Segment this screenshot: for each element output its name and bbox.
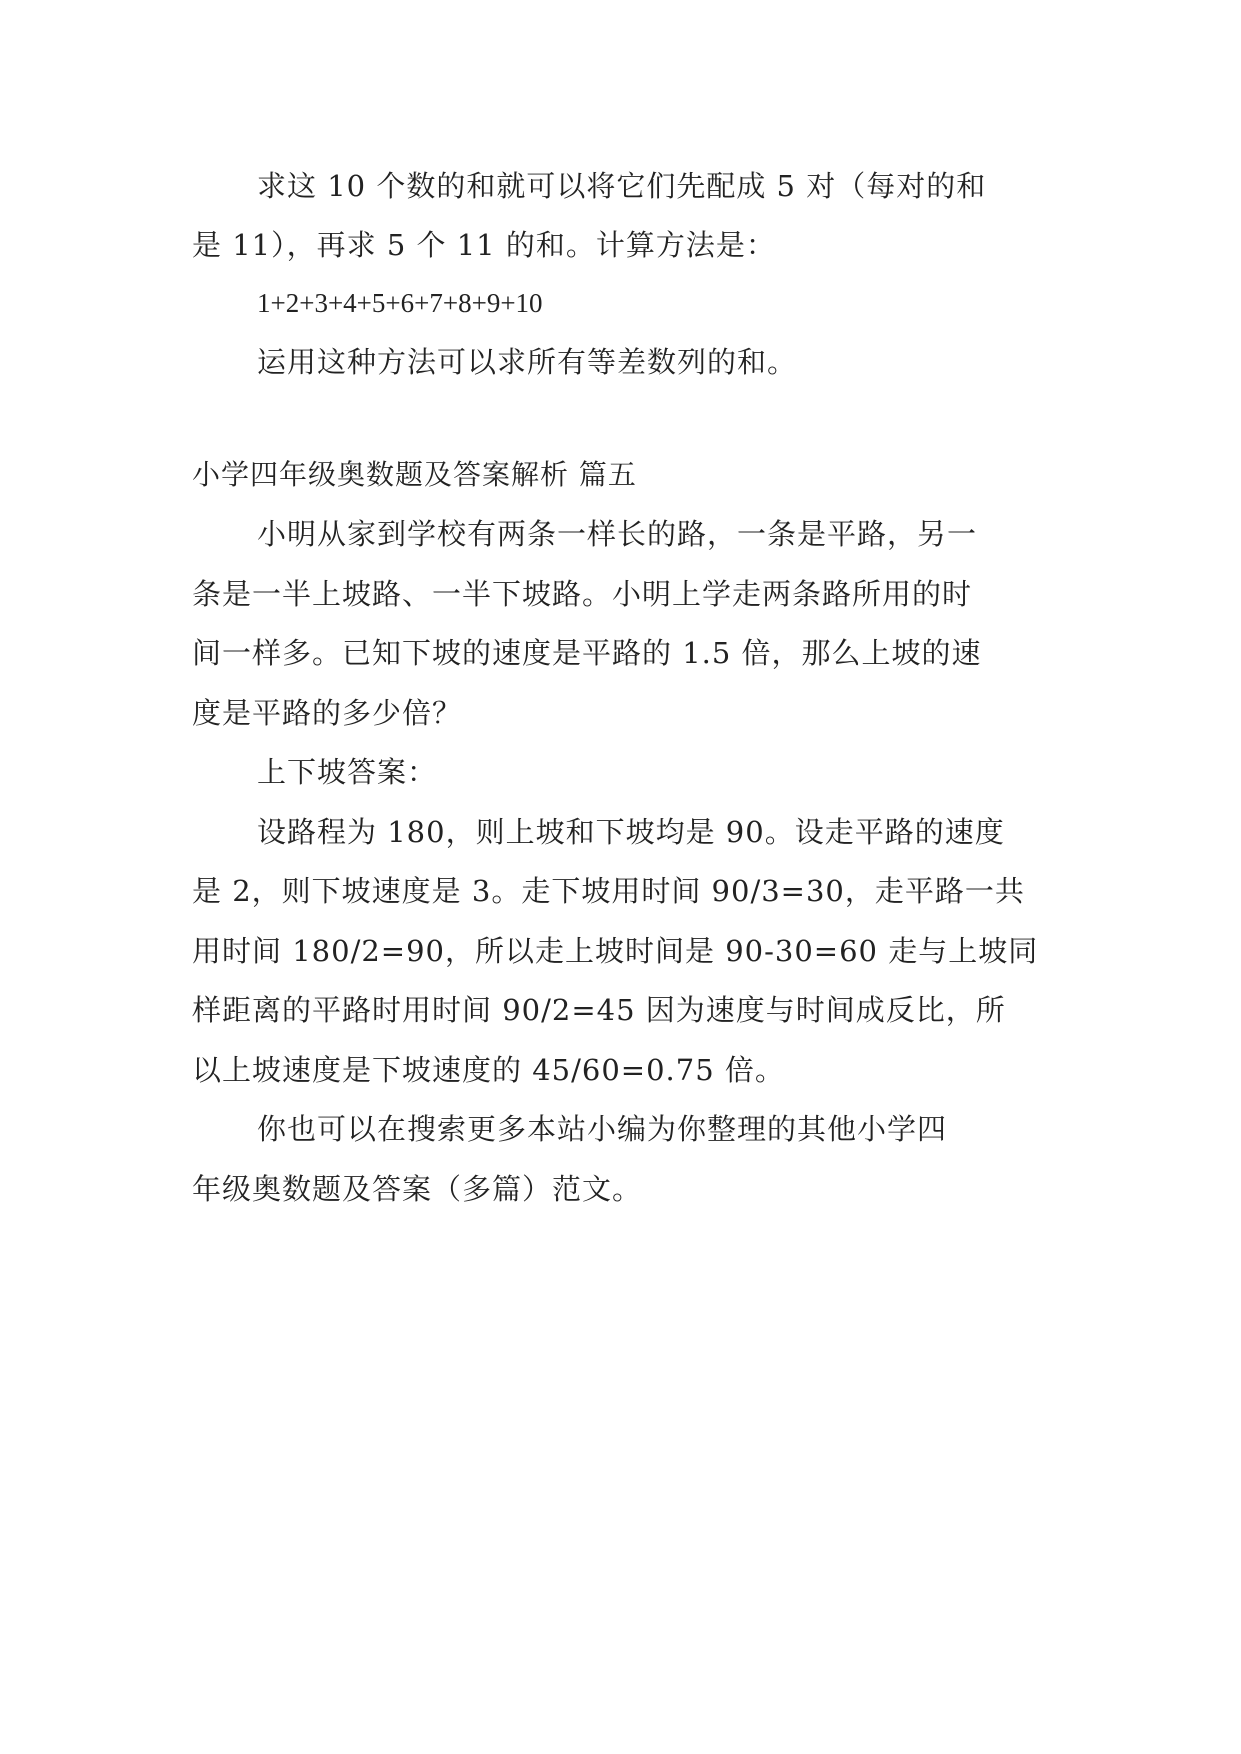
section-heading: 小学四年级奥数题及答案解析 篇五 bbox=[192, 458, 637, 491]
closing-line-2: 年级奥数题及答案（多篇）范文。 bbox=[192, 1172, 643, 1206]
intro-conclusion: 运用这种方法可以求所有等差数列的和。 bbox=[257, 345, 798, 379]
answer-line-4: 样距离的平路时用时间 90/2=45 因为速度与时间成反比，所 bbox=[192, 993, 1006, 1027]
intro-line-1: 求这 10 个数的和就可以将它们先配成 5 对（每对的和 bbox=[257, 169, 987, 203]
answer-label: 上下坡答案： bbox=[257, 755, 438, 789]
answer-line-5: 以上坡速度是下坡速度的 45/60=0.75 倍。 bbox=[192, 1053, 785, 1087]
answer-line-3: 用时间 180/2=90，所以走上坡时间是 90-30=60 走与上坡同 bbox=[192, 934, 1039, 968]
answer-line-1: 设路程为 180，则上坡和下坡均是 90。设走平路的速度 bbox=[257, 815, 1005, 849]
intro-line-2: 是 11），再求 5 个 11 的和。计算方法是： bbox=[192, 228, 776, 262]
question-line-3: 间一样多。已知下坡的速度是平路的 1.5 倍，那么上坡的速 bbox=[192, 636, 982, 670]
closing-line-1: 你也可以在搜索更多本站小编为你整理的其他小学四 bbox=[257, 1112, 948, 1146]
answer-line-2: 是 2，则下坡速度是 3。走下坡用时间 90/3=30，走平路一共 bbox=[192, 874, 1025, 908]
sum-formula: 1+2+3+4+5+6+7+8+9+10 bbox=[257, 288, 543, 318]
question-line-1: 小明从家到学校有两条一样长的路，一条是平路，另一 bbox=[257, 517, 978, 551]
question-line-4: 度是平路的多少倍？ bbox=[192, 696, 463, 730]
question-line-2: 条是一半上坡路、一半下坡路。小明上学走两条路所用的时 bbox=[192, 577, 973, 611]
